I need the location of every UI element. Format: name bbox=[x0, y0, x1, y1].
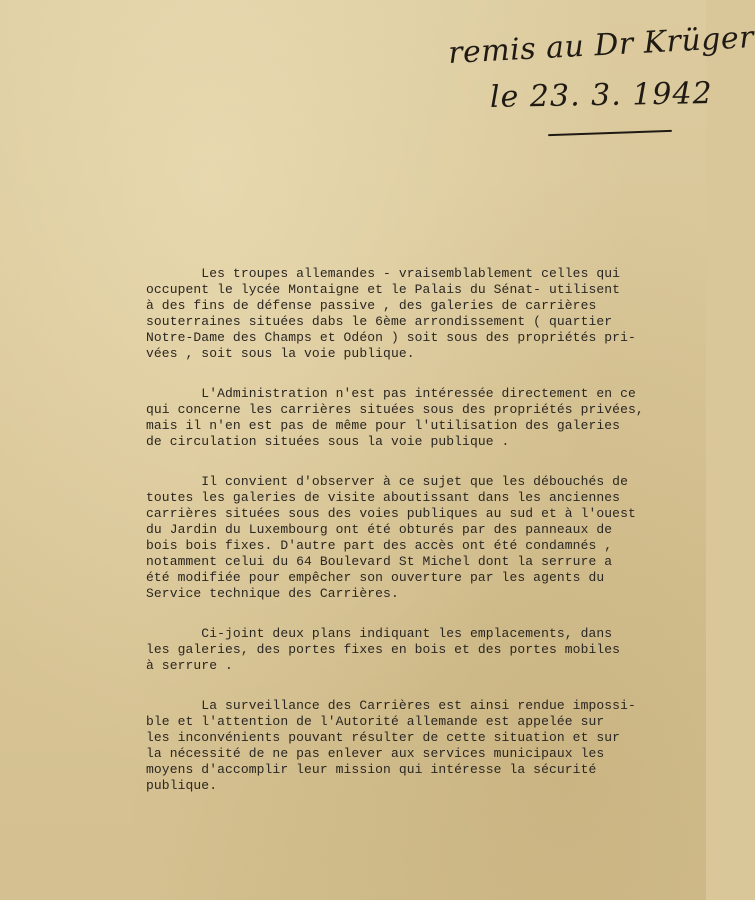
text-line: à serrure . bbox=[146, 658, 233, 673]
text-line: du Jardin du Luxembourg ont été obturés par des panneaux de bbox=[146, 522, 613, 537]
text-line: carrières situées sous des voies publiques au sud et à l'ouest bbox=[146, 506, 636, 521]
handwritten-annotation-date: le 23. 3. 1942 bbox=[489, 76, 713, 115]
text-line: bois bois fixes. D'autre part des accès ont été condamnés , bbox=[146, 538, 613, 553]
text-line: La surveillance des Carrières est ainsi rendue impossi- bbox=[146, 698, 636, 713]
text-line: Notre-Dame des Champs et Odéon ) soit sous des propriétés pri- bbox=[146, 330, 636, 345]
text-line: notamment celui du 64 Boulevard St Michel dont la serrure a bbox=[146, 554, 613, 569]
text-line: occupent le lycée Montaigne et le Palais du Sénat- utilisent bbox=[146, 282, 621, 297]
paragraph-5 bbox=[146, 698, 706, 794]
text-line: vées , soit sous la voie publique. bbox=[146, 346, 415, 361]
text-line: Il convient d'observer à ce sujet que les débouchés de bbox=[146, 474, 628, 489]
text-line: qui concerne les carrières situées sous des propriétés privées, bbox=[146, 402, 644, 417]
text-line: été modifiée pour empêcher son ouverture par les agents du bbox=[146, 570, 605, 585]
text-line: à des fins de défense passive , des galeries de carrières bbox=[146, 298, 597, 313]
text-line: la nécessité de ne pas enlever aux services municipaux les bbox=[146, 746, 605, 761]
text-line: moyens d'accomplir leur mission qui intéresse la sécurité bbox=[146, 762, 597, 777]
text-line: Service technique des Carrières. bbox=[146, 586, 399, 601]
text-line: de circulation situées sous la voie publique . bbox=[146, 434, 510, 449]
letter-body bbox=[146, 266, 706, 818]
text-line: ble et l'attention de l'Autorité allemande est appelée sur bbox=[146, 714, 605, 729]
paragraph-2 bbox=[146, 386, 706, 450]
paragraph-1 bbox=[146, 266, 706, 362]
text-line: les inconvénients pouvant résulter de cette situation et sur bbox=[146, 730, 621, 745]
text-line: les galeries, des portes fixes en bois et des portes mobiles bbox=[146, 642, 621, 657]
text-line: Ci-joint deux plans indiquant les emplacements, dans bbox=[146, 626, 613, 641]
text-line: publique. bbox=[146, 778, 218, 793]
handwritten-annotation-recipient: remis au Dr Krüger bbox=[447, 20, 755, 71]
paragraph-3 bbox=[146, 474, 706, 602]
paragraph-4 bbox=[146, 626, 706, 674]
handwritten-underline bbox=[548, 130, 672, 136]
text-line: souterraines situées dabs le 6ème arrondissement ( quartier bbox=[146, 314, 613, 329]
text-line: L'Administration n'est pas intéressée directement en ce bbox=[146, 386, 636, 401]
text-line: toutes les galeries de visite aboutissant dans les anciennes bbox=[146, 490, 621, 505]
text-line: mais il n'en est pas de même pour l'utilisation des galeries bbox=[146, 418, 621, 433]
text-line: Les troupes allemandes - vraisemblablement celles qui bbox=[146, 266, 621, 281]
